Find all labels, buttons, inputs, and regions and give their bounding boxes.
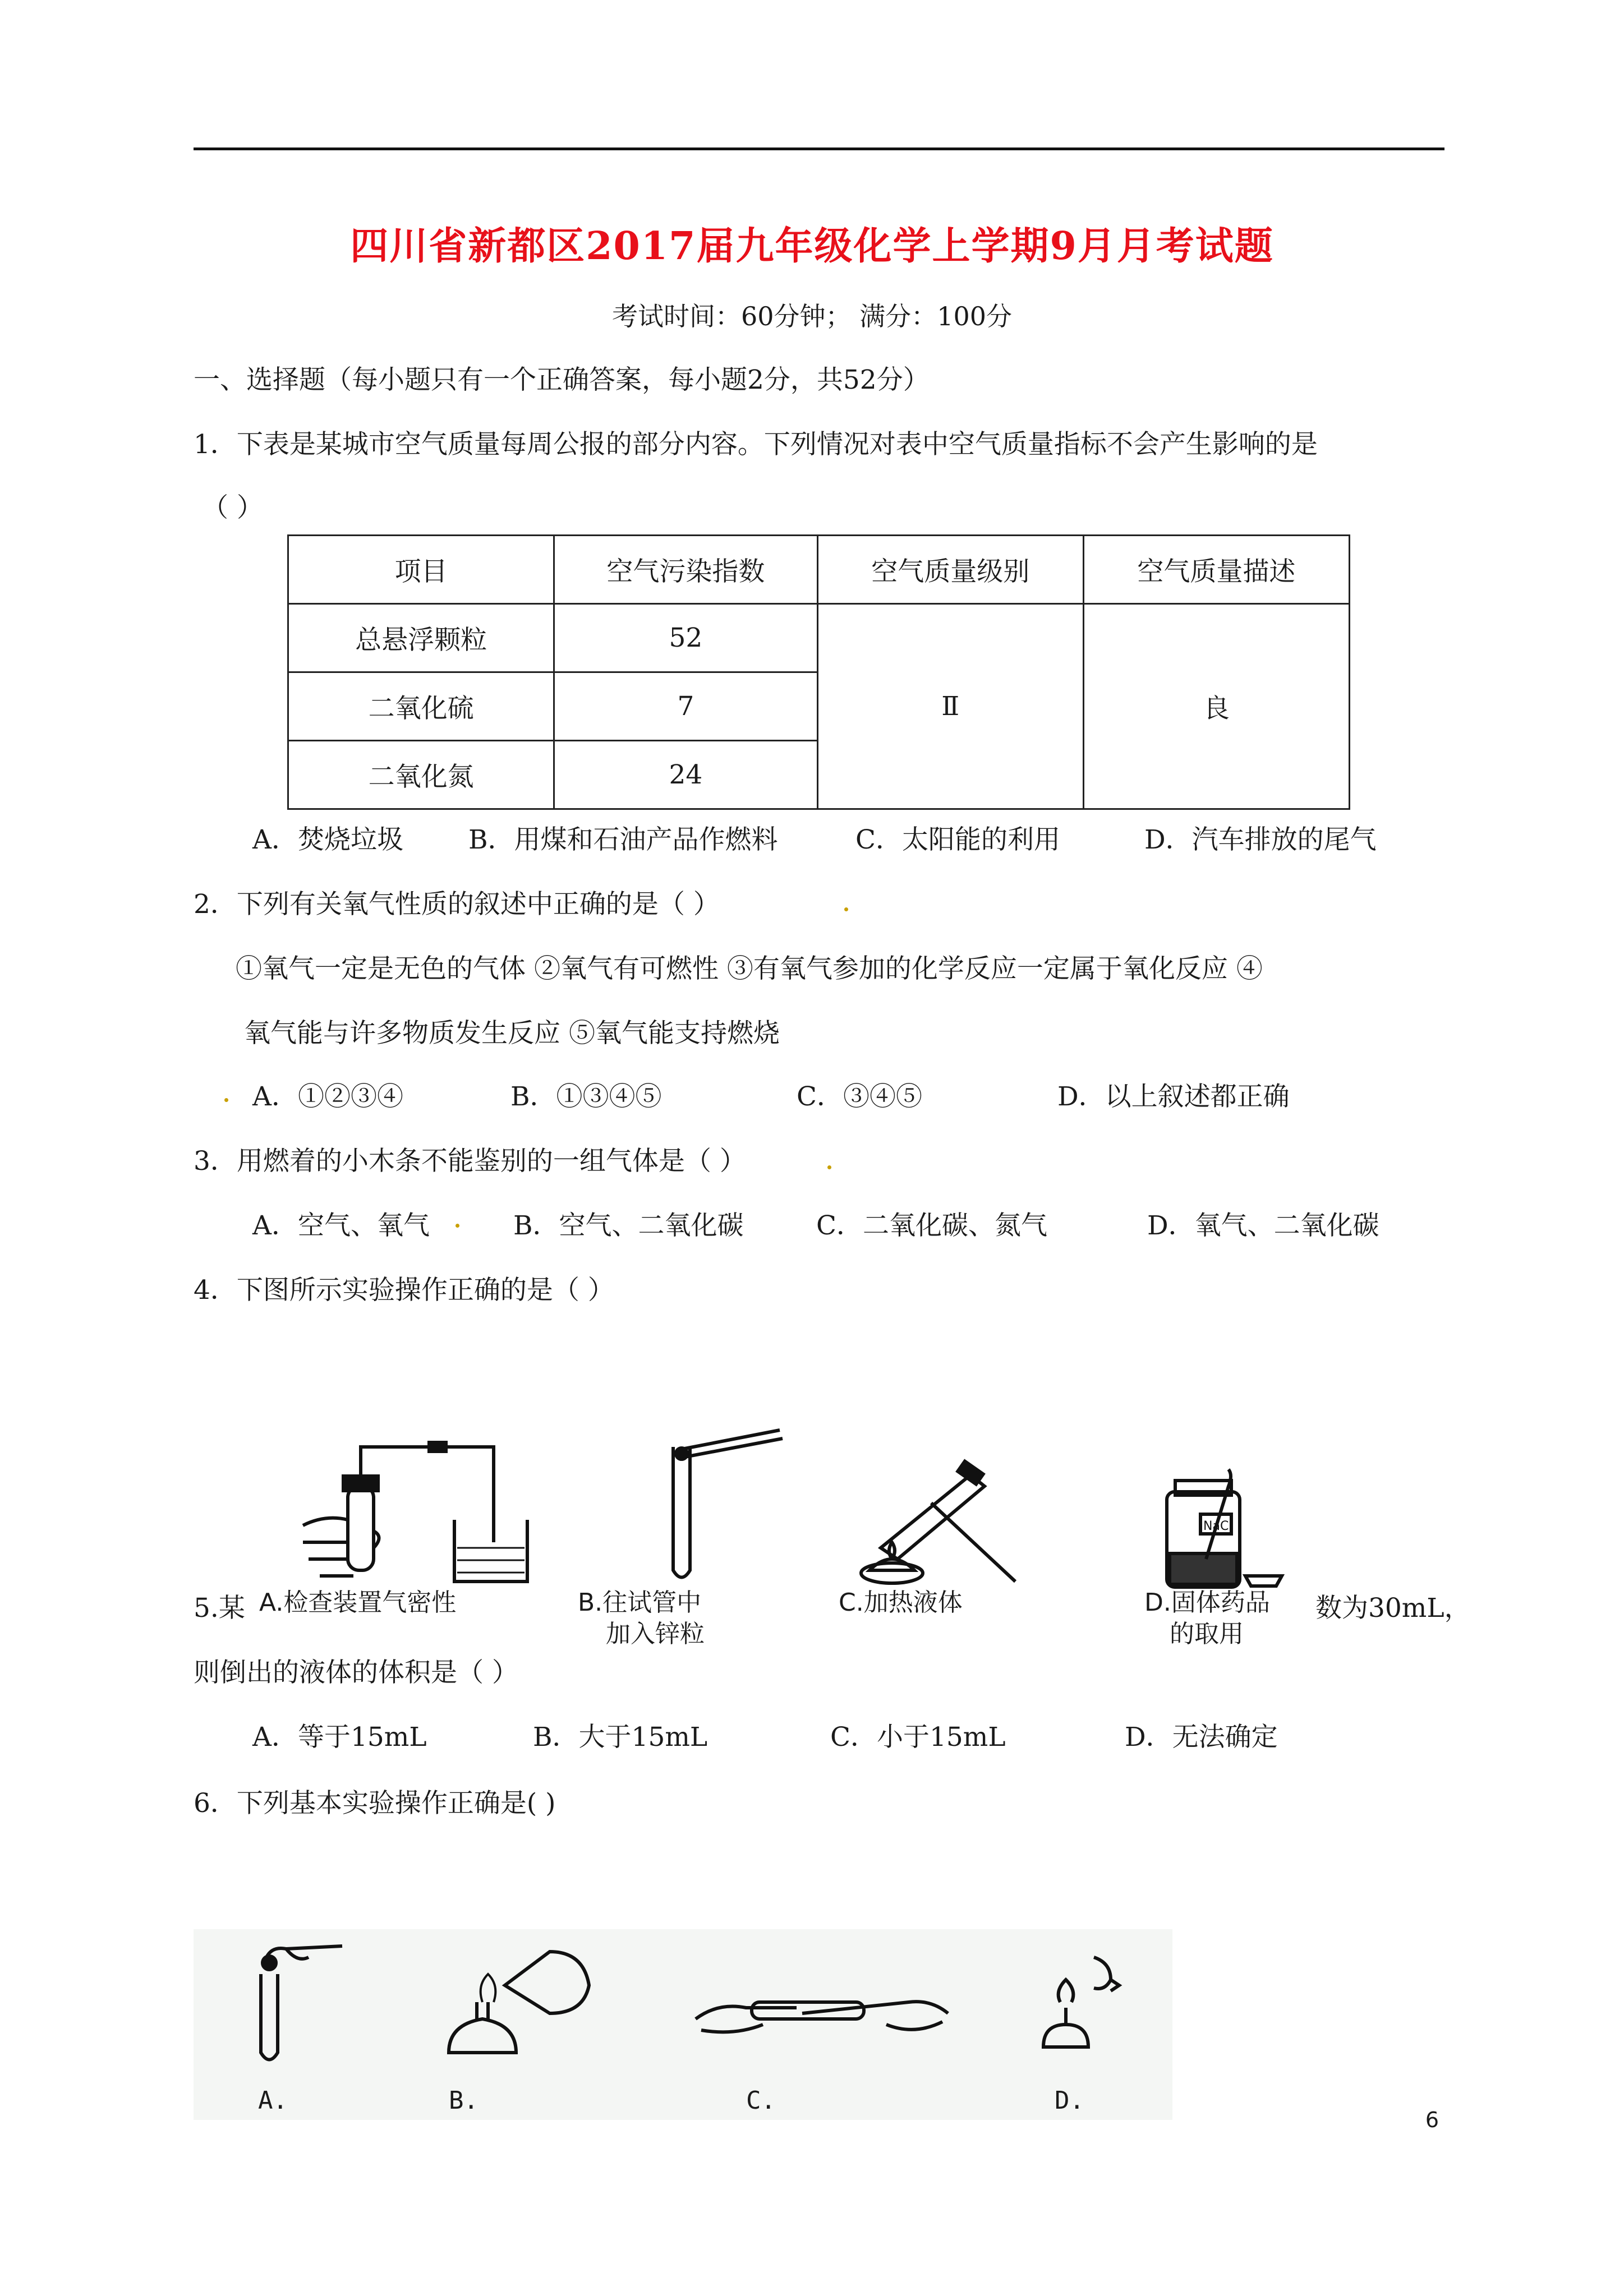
table-header-cell: 空气质量级别 xyxy=(817,536,1083,604)
q1-option-b: B．用煤和石油产品作燃料 xyxy=(468,824,778,855)
q2-statement-line1: ①氧气一定是无色的气体 ②氧气有可燃性 ③有氧气参加的化学反应一定属于氧化反应 ④ xyxy=(236,953,1263,984)
q4-figure-c-label: C.加热液体 xyxy=(839,1588,963,1617)
table-cell-index: 7 xyxy=(554,672,817,741)
table-cell-item: 二氧化氮 xyxy=(288,741,554,809)
scan-dot xyxy=(224,1098,228,1102)
q6-figure-d-smelling xyxy=(1027,1946,1128,2069)
q1-stem: 1．下表是某城市空气质量每周公报的部分内容。下列情况对表中空气质量指标不会产生影响的是 xyxy=(194,429,1318,460)
q2-stem: 2．下列有关氧气性质的叙述中正确的是（ ） xyxy=(194,889,720,920)
q3-option-a: A．空气、氧气 xyxy=(252,1210,430,1241)
q6-figure-b-alcohol-lamps xyxy=(438,1940,606,2075)
table-cell-index: 24 xyxy=(554,741,817,809)
page-title: 四川省新都区2017届九年级化学上学期9月月考试题 xyxy=(350,224,1274,269)
q5-stem-line2: 则倒出的液体的体积是（ ） xyxy=(194,1657,518,1688)
table-header-cell: 空气质量描述 xyxy=(1083,536,1349,604)
q2-option-c: C．③④⑤ xyxy=(797,1081,922,1112)
q4-figure-d-label-line1: D.固体药品 xyxy=(1144,1588,1270,1617)
q1-option-a: A．焚烧垃圾 xyxy=(252,824,403,855)
table-header-row xyxy=(288,536,1350,604)
q6-figure-a-test-tube xyxy=(236,1940,348,2069)
q5-stem-start: 5.某 xyxy=(194,1593,245,1624)
q1-paren: （ ） xyxy=(202,492,263,523)
q6-figure-c-label: C. xyxy=(746,2086,776,2115)
q6-figure-a-label: A. xyxy=(258,2086,288,2115)
q1-option-c: C．太阳能的利用 xyxy=(855,824,1060,855)
q6-figure-d-label: D. xyxy=(1055,2086,1084,2115)
q3-option-c: C．二氧化碳、氮气 xyxy=(816,1210,1047,1241)
q3-option-b: B．空气、二氧化碳 xyxy=(513,1210,744,1241)
q6-stem: 6．下列基本实验操作正确是( ) xyxy=(194,1788,556,1819)
header-rule xyxy=(194,147,1444,150)
q4-figure-a-label: A.检查装置气密性 xyxy=(259,1588,457,1617)
air-quality-table xyxy=(287,534,1350,810)
table-cell-level: Ⅱ xyxy=(817,604,1083,809)
q3-option-d: D．氧气、二氧化碳 xyxy=(1147,1210,1379,1241)
q4-figure-b-label-line1: B.往试管中 xyxy=(578,1588,702,1617)
q4-figure-b-label-line2: 加入锌粒 xyxy=(606,1620,705,1648)
table-header-cell: 空气污染指数 xyxy=(554,536,817,604)
q2-option-b: B．①③④⑤ xyxy=(510,1081,662,1112)
page-number: 6 xyxy=(1425,2108,1439,2132)
q4-stem: 4．下图所示实验操作正确的是（ ） xyxy=(194,1275,614,1306)
q5-option-d: D．无法确定 xyxy=(1125,1722,1278,1753)
q6-figure-b-label: B. xyxy=(449,2086,479,2115)
q3-stem: 3．用燃着的小木条不能鉴别的一组气体是（ ） xyxy=(194,1146,746,1177)
q4-figure-c-heating xyxy=(847,1453,1032,1593)
q2-option-a: A．①②③④ xyxy=(252,1081,403,1112)
exam-info: 考试时间：60分钟； 满分：100分 xyxy=(612,301,1012,331)
q6-figure-c-tube-transfer xyxy=(684,1968,954,2058)
q4-figure-d-label-line2: 的取用 xyxy=(1170,1620,1244,1648)
table-cell-index: 52 xyxy=(554,604,817,672)
q2-option-d: D．以上叙述都正确 xyxy=(1057,1081,1290,1112)
section-heading: 一、选择题（每小题只有一个正确答案，每小题2分，共52分） xyxy=(194,365,930,395)
q2-statement-line2: 氧气能与许多物质发生反应 ⑤氧气能支持燃烧 xyxy=(244,1018,780,1049)
table-cell-description: 良 xyxy=(1083,604,1349,809)
table-cell-item: 二氧化硫 xyxy=(288,672,554,741)
q4-figure-d-solid-reagent xyxy=(1156,1453,1285,1593)
q5-stem-end: 数为30mL， xyxy=(1315,1593,1471,1624)
bottle-label: NaCl xyxy=(1203,1519,1232,1533)
q5-option-b: B．大于15mL xyxy=(533,1722,708,1753)
q5-option-c: C．小于15mL xyxy=(830,1722,1006,1753)
q1-option-d: D．汽车排放的尾气 xyxy=(1144,824,1377,855)
scan-dot xyxy=(827,1165,831,1169)
q5-option-a: A．等于15mL xyxy=(252,1722,427,1753)
q4-figure-a-airtightness xyxy=(292,1436,550,1593)
q4-figure-b-test-tube xyxy=(642,1419,799,1587)
table-header-cell: 项目 xyxy=(288,536,554,604)
table-cell-item: 总悬浮颗粒 xyxy=(288,604,554,672)
table-row xyxy=(288,604,1350,672)
scan-dot xyxy=(844,907,848,911)
scan-dot xyxy=(456,1224,459,1228)
